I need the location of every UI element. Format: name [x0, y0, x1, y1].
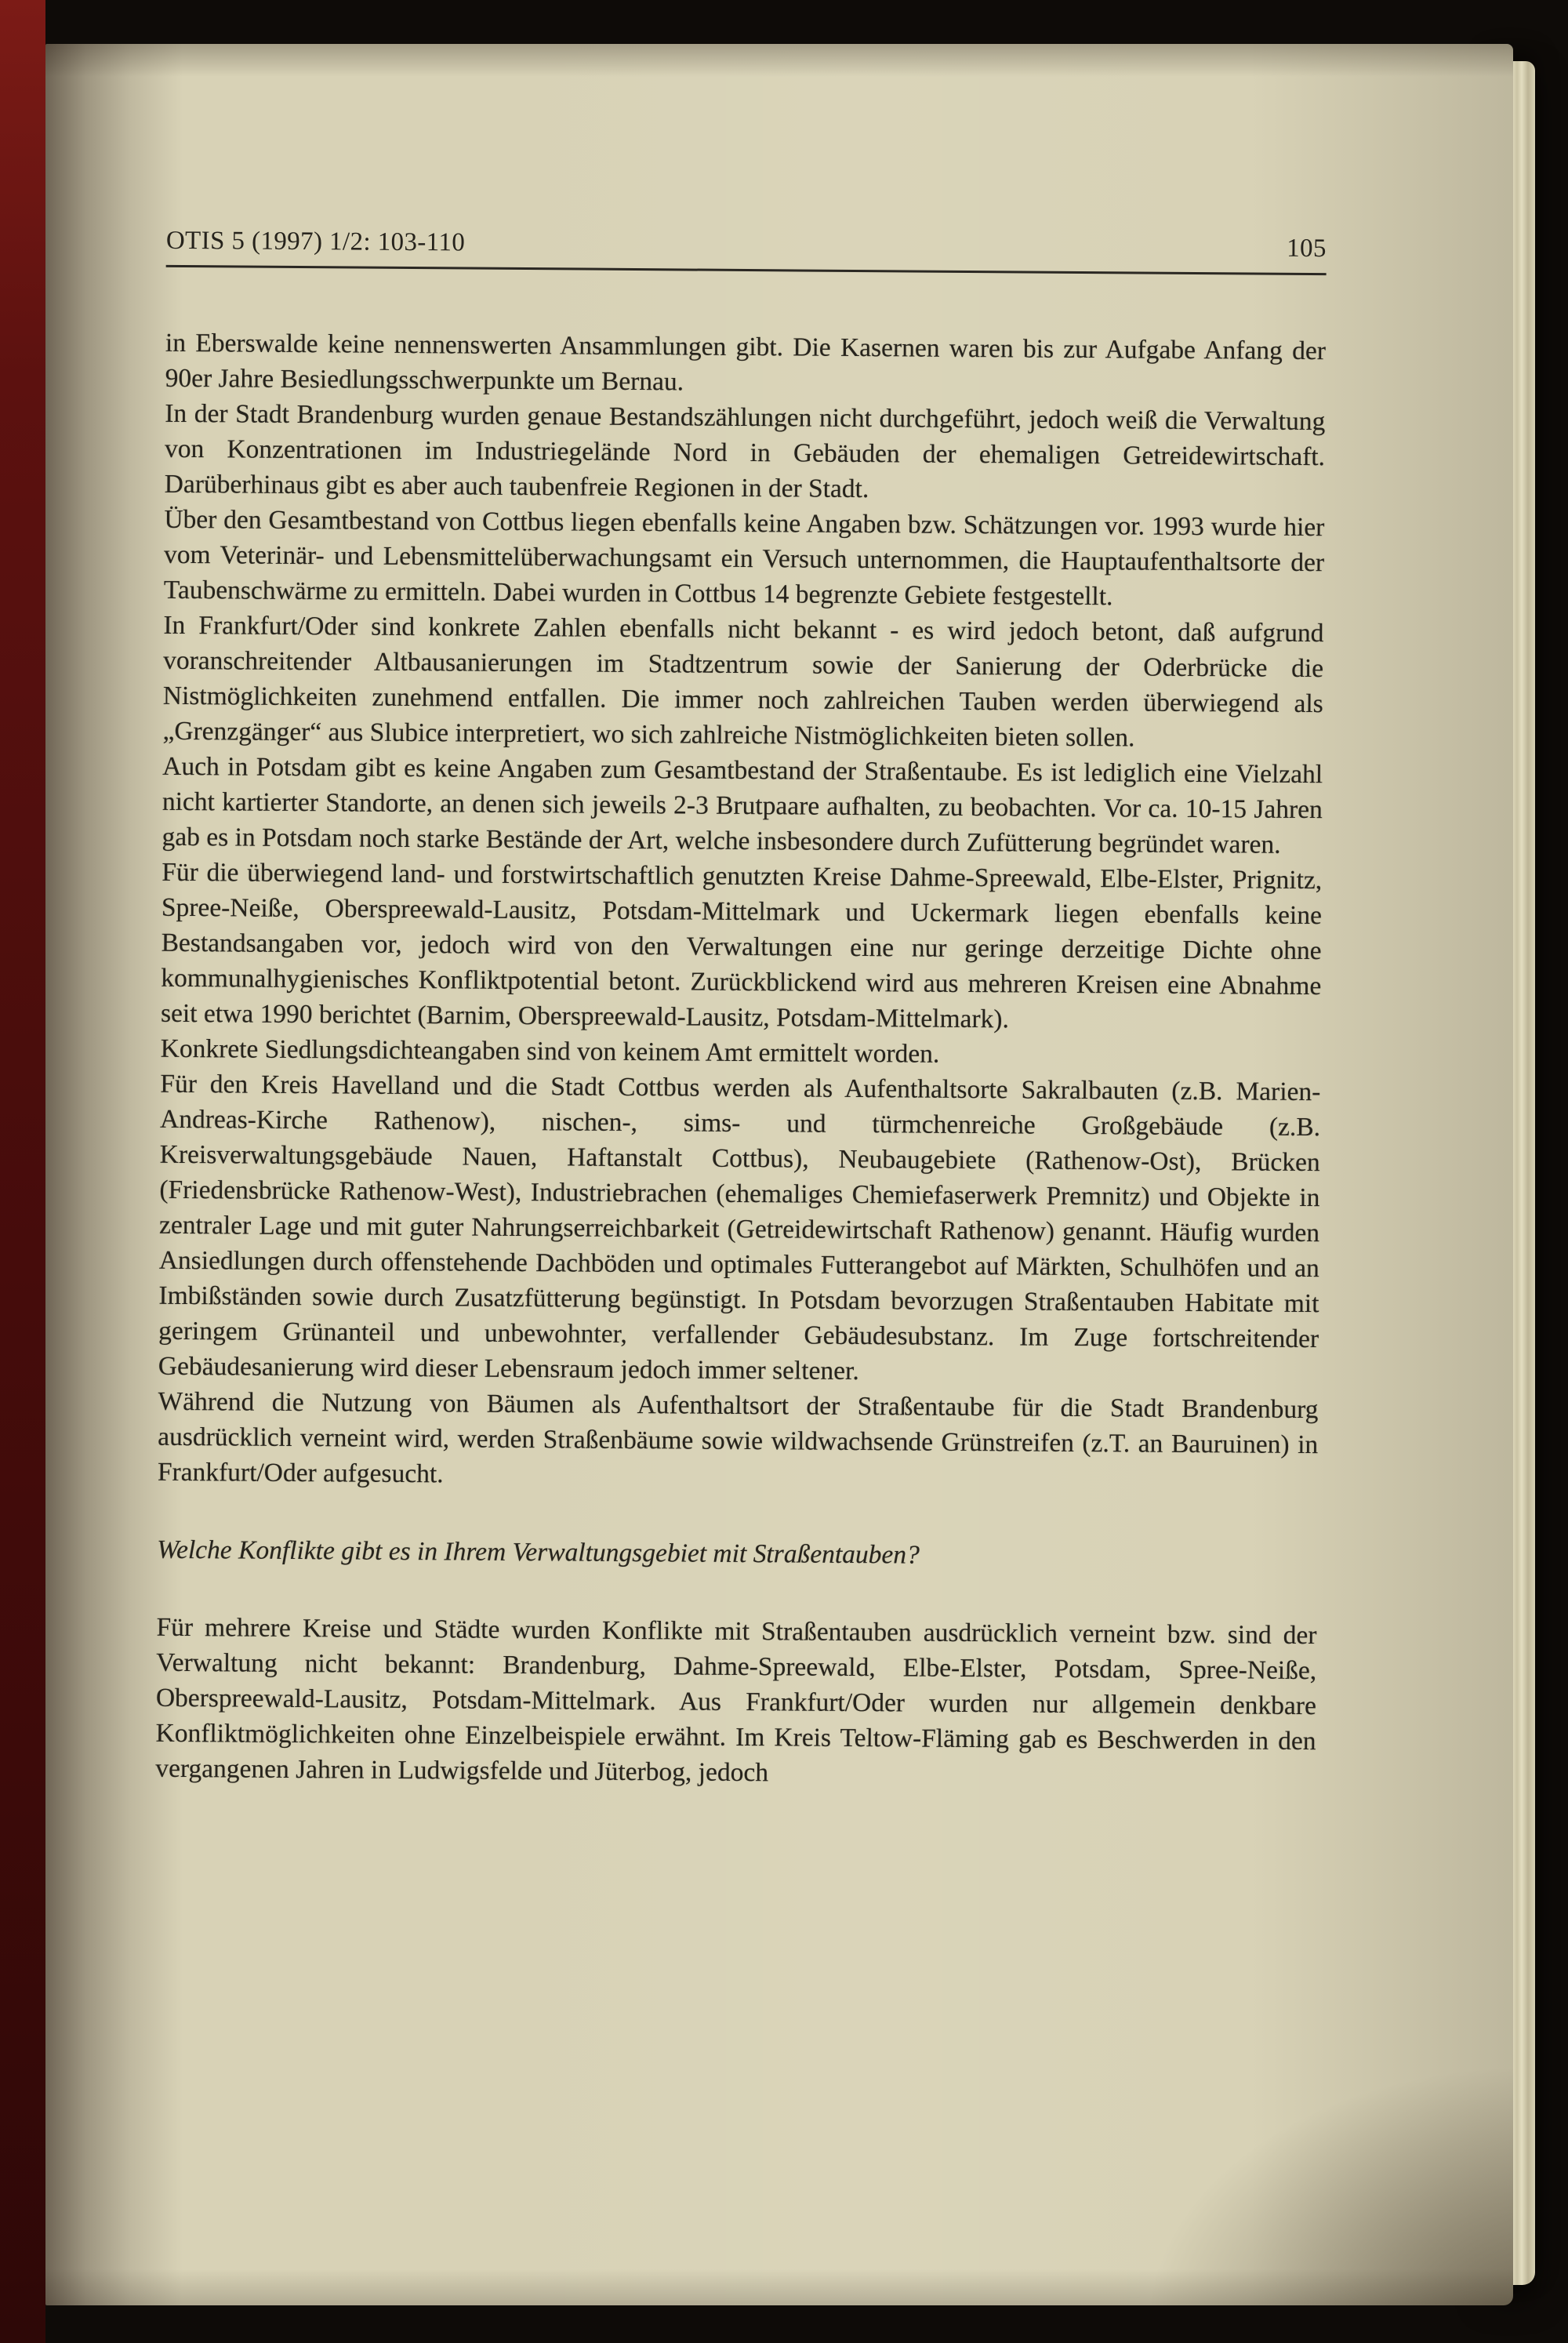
header-rule	[166, 265, 1327, 275]
journal-citation: OTIS 5 (1997) 1/2: 103-110	[165, 226, 466, 257]
section-heading: Welche Konflikte gibt es in Ihrem Verwaltungsgebiet mit Straßentauben?	[157, 1535, 920, 1570]
book-spine-edge	[0, 0, 45, 2343]
page-content	[155, 227, 1327, 1794]
paragraph: Für die überwiegend land- und forstwirtschaftlich genutzten Kreise Dahme-Spreewald, Elbe-Elster, Prignitz, Spree-Neiße, Oberspreewald-Lausitz, Potsdam-Mittelmark und Uckermark liegen ebenfalls keine Bestandsangaben vor, jedoch wird von den Verwaltungen eine nur geringe derzeitige Dichte ohne kommunalhygienisches Konfliktpotential betont. Zurückblickend wird aus mehreren Kreisen eine Abnahme seit etwa 1990 berichtet (Barnim, Oberspreewald-Lausitz, Potsdam-Mittelmark).	[160, 857, 1323, 1034]
paragraph: In Frankfurt/Oder sind konkrete Zahlen ebenfalls nicht bekannt - es wird jedoch betont, daß aufgrund voranschreitender Altbausanierungen im Stadtzentrum sowie der Sanierung der Oderbrücke die Nistmöglichkeiten zunehmend entfallen. Die immer noch zahlreichen Tauben werden überwiegend als „Grenzgänger“ aus Slubice interpretiert, wo sich zahlreiche Nistmöglichkeiten bieten sollen.	[162, 610, 1324, 753]
paragraph: Über den Gesamtbestand von Cottbus liegen ebenfalls keine Angaben bzw. Schätzungen vor. 1993 wurde hier vom Veterinär- und Lebensmittelüberwachungsamt ein Versuch unternommen, die Hauptaufenthaltsorte der Taubenschwärme zu ermitteln. Dabei wurden in Cottbus 14 begrenzte Gebiete festgestellt.	[163, 504, 1325, 612]
paragraph: Für den Kreis Havelland und die Stadt Cottbus werden als Aufenthaltsorte Sakralbauten (z.B. Marien-Andreas-Kirche Rathenow), nischen-, sims- und türmchenreiche Großgebäude (z.B. Kreisverwaltungsgebäude Nauen, Haftanstalt Cottbus), Neubaugebiete (Rathenow-Ost), Brücken (Friedensbrücke Rathenow-West), Industriebrachen (ehemaliges Chemiefaserwerk Premnitz) und Objekte in zentraler Lage und mit guter Nahrungserreichbarkeit (Getreidewirtschaft Rathenow) genannt. Häufig wurden Ansiedlungen durch offenstehende Dachböden und optimales Futterangebot auf Märkten, Schulhöfen und an Imbißständen sowie durch Zusatzfütterung begünstigt. In Potsdam bevorzugen Straßentauben Habitate mit geringem Grünanteil und unbewohnter, verfallender Gebäudesubstanz. Im Zuge fortschreitender Gebäudesanierung wird dieser Lebensraum jedoch immer seltener.	[158, 1069, 1321, 1386]
article-body	[155, 325, 1326, 1794]
paragraph: in Eberswalde keine nennenswerten Ansammlungen gibt. Die Kasernen waren bis zur Aufgabe Anfang der 90er Jahre Besiedlungsschwerpunkte um Bernau.	[165, 328, 1327, 397]
paragraph: Auch in Potsdam gibt es keine Angaben zum Gesamtbestand der Straßentaube. Es ist lediglich eine Vielzahl nicht kartierter Standorte, an denen sich jeweils 2-3 Brutpaare aufhalten, zu beobachten. Vor ca. 10-15 Jahren gab es in Potsdam noch starke Bestände der Art, welche insbesondere durch Zufütterung begründet waren.	[162, 751, 1323, 859]
journal-page	[45, 44, 1513, 2305]
paragraph: Für mehrere Kreise und Städte wurden Konflikte mit Straßentauben ausdrücklich verneint bzw. sind der Verwaltung nicht bekannt: Brandenburg, Dahme-Spreewald, Elbe-Elster, Potsdam, Spree-Neiße, Oberspreewald-Lausitz, Potsdam-Mittelmark. Aus Frankfurt/Oder wurden nur allgemein denkbare Konfliktmöglichkeiten ohne Einzelbeispiele erwähnt. Im Kreis Teltow-Fläming gab es Beschwerden in den vergangenen Jahren in Ludwigsfelde und Jüterbog, jedoch	[155, 1612, 1317, 1788]
page-number: 105	[1287, 234, 1327, 263]
paragraph: Während die Nutzung von Bäumen als Aufenthaltsort der Straßentaube für die Stadt Brandenburg ausdrücklich verneint wird, werden Straßenbäume sowie wildwachsende Grünstreifen (z.T. an Bauruinen) in Frankfurt/Oder aufgesucht.	[157, 1386, 1319, 1489]
running-head	[166, 227, 1327, 263]
paragraph: Konkrete Siedlungsdichteangaben sind von keinem Amt ermittelt worden.	[160, 1033, 940, 1069]
paragraph: In der Stadt Brandenburg wurden genaue Bestandszählungen nicht durchgeführt, jedoch weiß die Verwaltung von Konzentrationen im Industriegelände Nord in Gebäuden der ehemaligen Getreidewirtschaft. Darüberhinaus gibt es aber auch taubenfreie Regionen in der Stadt.	[164, 398, 1326, 504]
